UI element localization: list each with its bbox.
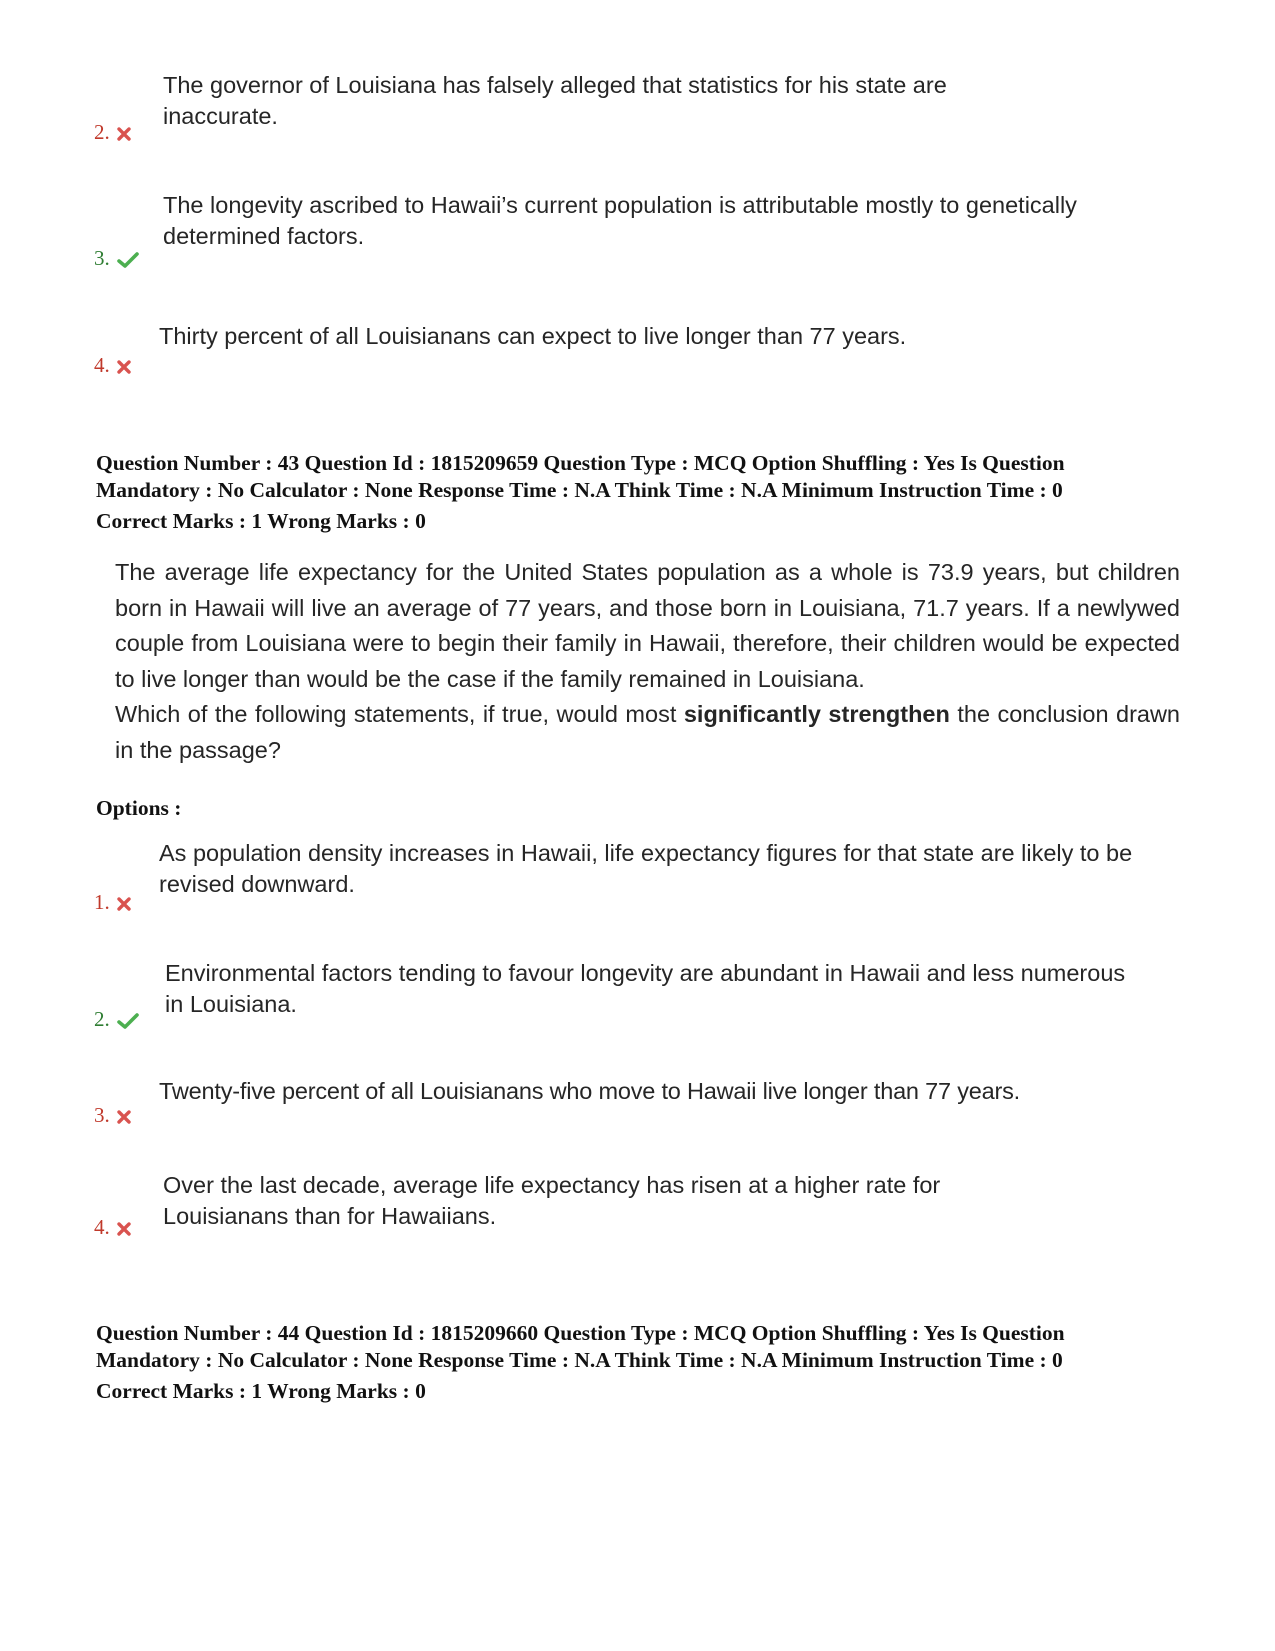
option-text: As population density increases in Hawaii, life expectancy figures for that state are likely to be revised downward. <box>159 840 1133 897</box>
metadata-line: Mandatory : No Calculator : None Response Time : N.A Think Time : N.A Minimum Instruction Time : 0 <box>96 478 1063 502</box>
option-number-label: 4. <box>94 1215 110 1239</box>
question-prompt-emphasis: significantly strengthen <box>683 701 950 727</box>
metadata-line: Mandatory : No Calculator : None Response Time : N.A Think Time : N.A Minimum Instruction Time : 0 <box>96 1348 1063 1372</box>
option-number <box>94 1103 131 1127</box>
option-number <box>94 1007 139 1031</box>
check-mark-icon <box>117 1013 139 1029</box>
option-number <box>94 120 131 144</box>
option-number <box>94 1215 131 1239</box>
option-number-label: 4. <box>94 353 110 377</box>
option-text: The longevity ascribed to Hawaii’s current population is attributable mostly to genetically determined factors. <box>163 192 1077 249</box>
option-text: Environmental factors tending to favour longevity are abundant in Hawaii and less numerous in Louisiana. <box>165 960 1126 1017</box>
option-text: Twenty-five percent of all Louisianans who move to Hawaii live longer than 77 years. <box>159 1078 1020 1104</box>
option-number-label: 3. <box>94 246 110 270</box>
option-number-label: 2. <box>94 1007 110 1031</box>
option-text: Thirty percent of all Louisianans can expect to live longer than 77 years. <box>159 323 907 349</box>
check-mark-icon <box>117 252 139 268</box>
metadata-line: Correct Marks : 1 Wrong Marks : 0 <box>96 1379 426 1403</box>
metadata-line: Question Number : 44 Question Id : 1815209660 Question Type : MCQ Option Shuffling : Yes Is Question <box>96 1321 1065 1345</box>
metadata-line: Question Number : 43 Question Id : 1815209659 Question Type : MCQ Option Shuffling : Yes Is Question <box>96 451 1065 475</box>
options-label: Options : <box>96 796 182 820</box>
cross-mark-icon <box>117 1222 131 1236</box>
option-text: Over the last decade, average life expectancy has risen at a higher rate for Louisianans than for Hawaiians. <box>163 1172 941 1229</box>
option-number <box>94 890 131 914</box>
question-prompt-end: the conclusion drawn in the passage? <box>115 701 1181 763</box>
option-number-label: 1. <box>94 890 110 914</box>
question-metadata <box>96 450 1196 535</box>
cross-mark-icon <box>117 897 131 911</box>
cross-mark-icon <box>117 127 131 141</box>
passage-text: The average life expectancy for the United States population as a whole is 73.9 years, but children born in Hawaii will live an average of 77 years, and those born in Louisiana, 71.7 years. If a newlywed couple from Louisiana were to begin their family in Hawaii, therefore, their children would be expected to live longer than would be the case if the family remained in Louisiana. <box>115 559 1180 692</box>
cross-mark-icon <box>117 1110 131 1124</box>
option-number <box>94 353 131 377</box>
option-number <box>94 246 139 270</box>
option-number-label: 2. <box>94 120 110 144</box>
option-number-label: 3. <box>94 1103 110 1127</box>
question-prompt-start: Which of the following statements, if true, would most <box>115 701 677 727</box>
metadata-line: Correct Marks : 1 Wrong Marks : 0 <box>96 509 426 533</box>
cross-mark-icon <box>117 360 131 374</box>
question-passage <box>115 555 1180 768</box>
question-metadata <box>96 1320 1196 1405</box>
question-prompt <box>115 697 1180 768</box>
option-text: The governor of Louisiana has falsely alleged that statistics for his state are inaccurate. <box>163 72 947 129</box>
